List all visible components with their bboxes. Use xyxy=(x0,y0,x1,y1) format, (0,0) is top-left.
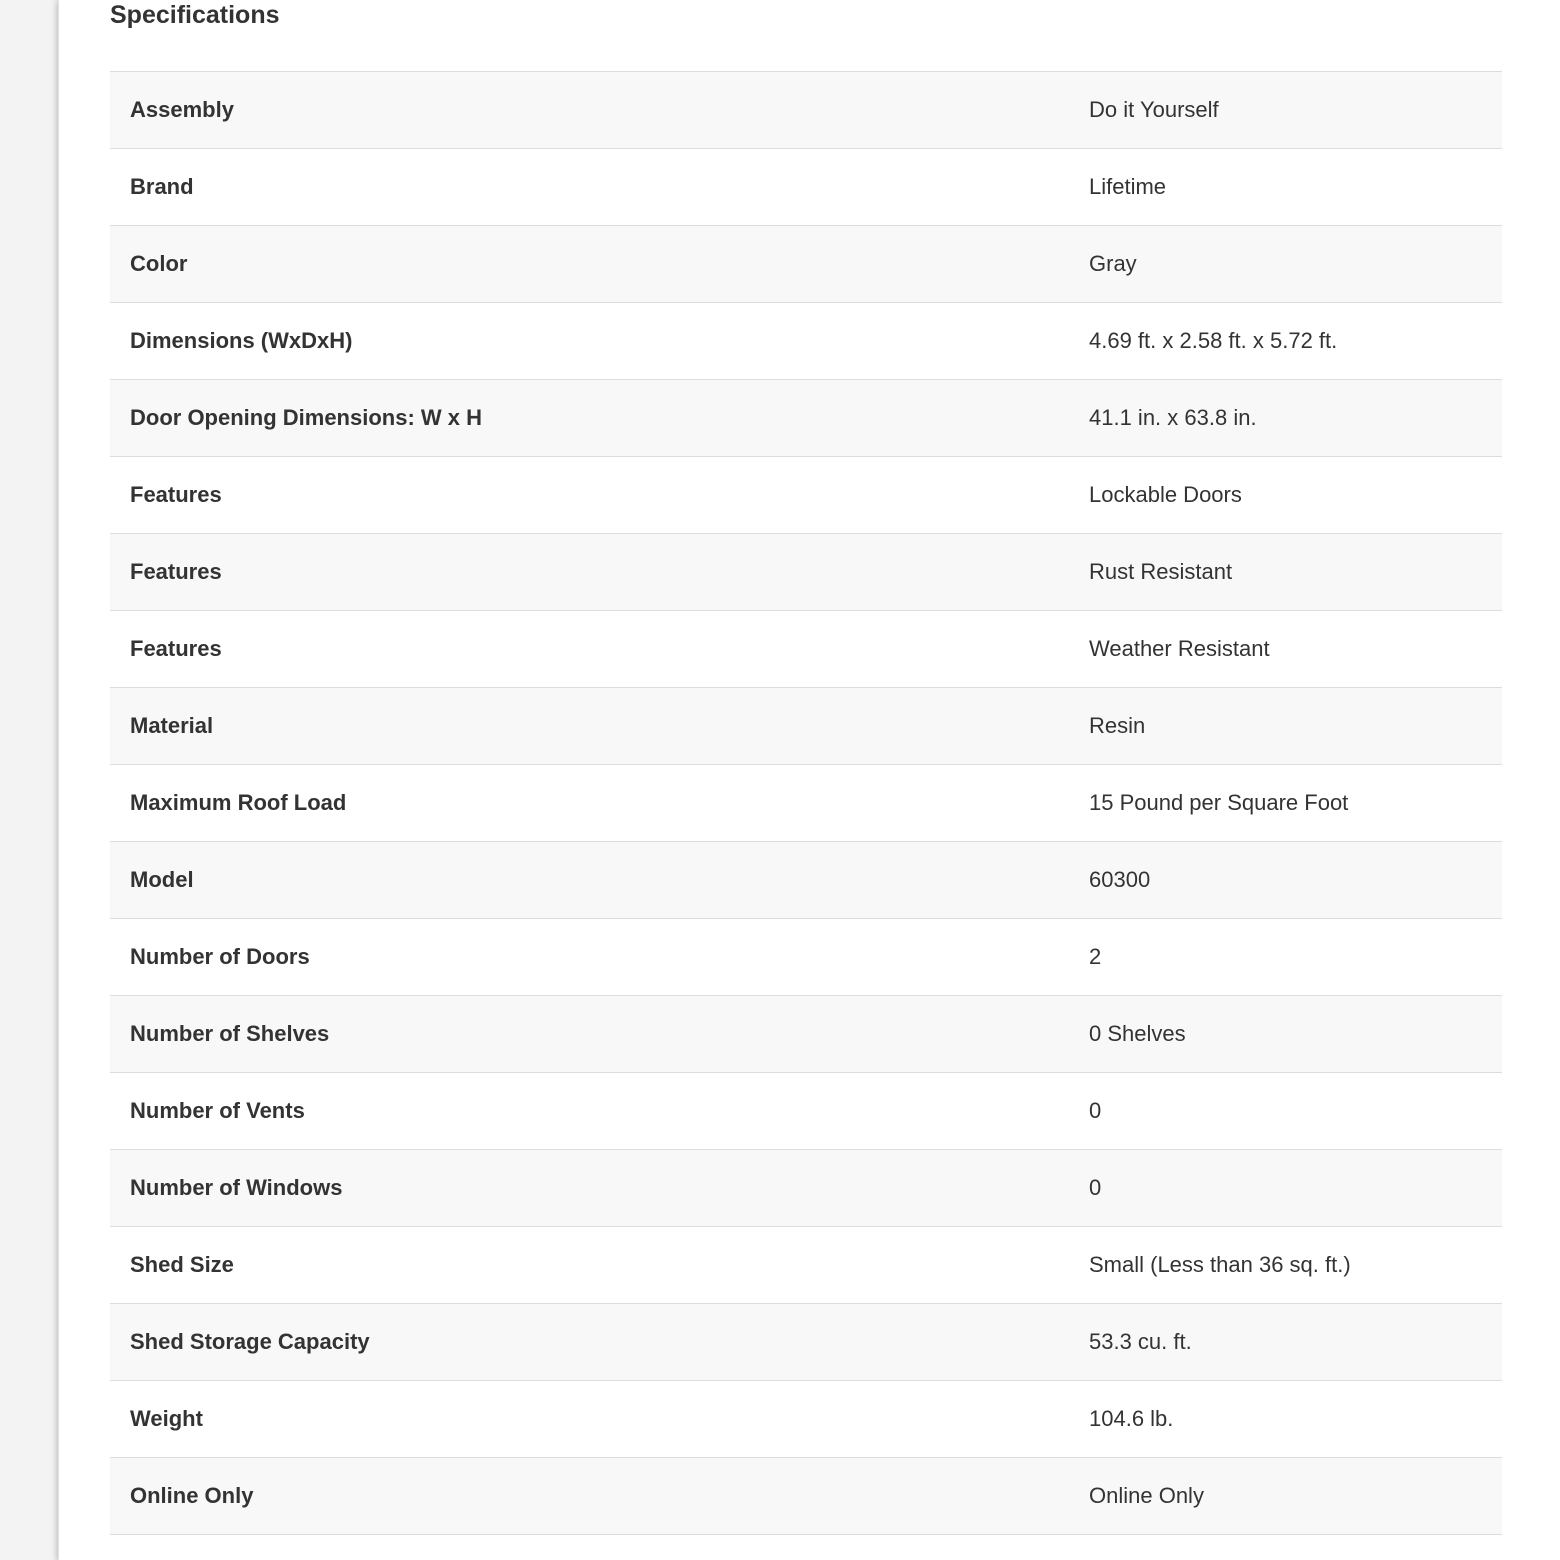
spec-name: Model xyxy=(130,867,194,892)
spec-row xyxy=(110,226,1502,303)
spec-name: Weight xyxy=(130,1406,203,1431)
spec-row xyxy=(110,380,1502,457)
spec-row xyxy=(110,611,1502,688)
spec-value: Small (Less than 36 sq. ft.) xyxy=(1089,1252,1351,1277)
spec-name: Number of Shelves xyxy=(130,1021,330,1046)
specifications-table xyxy=(110,71,1502,1535)
spec-name: Features xyxy=(130,482,222,507)
section-title: Specifications xyxy=(110,1,280,29)
spec-name: Number of Vents xyxy=(130,1098,305,1123)
spec-row xyxy=(110,303,1502,380)
spec-value: 41.1 in. x 63.8 in. xyxy=(1089,405,1257,430)
spec-row xyxy=(110,1304,1502,1381)
spec-row xyxy=(110,688,1502,765)
spec-name: Features xyxy=(130,636,222,661)
spec-value: Online Only xyxy=(1089,1483,1204,1508)
spec-value: 0 xyxy=(1089,1098,1102,1123)
spec-row xyxy=(110,1150,1502,1227)
spec-name: Online Only xyxy=(130,1483,254,1508)
spec-row xyxy=(110,457,1502,534)
spec-value: Rust Resistant xyxy=(1089,559,1233,584)
right-gutter xyxy=(1502,0,1560,1560)
spec-value: 15 Pound per Square Foot xyxy=(1089,790,1349,815)
spec-value: 104.6 lb. xyxy=(1089,1406,1174,1431)
spec-name: Maximum Roof Load xyxy=(130,790,347,815)
spec-name: Features xyxy=(130,559,222,584)
spec-row xyxy=(110,1227,1502,1304)
spec-value: 0 Shelves xyxy=(1089,1021,1186,1046)
spec-row xyxy=(110,1073,1502,1150)
spec-value: Weather Resistant xyxy=(1089,636,1270,661)
spec-name: Material xyxy=(130,713,214,738)
spec-row xyxy=(110,534,1502,611)
spec-name: Dimensions (WxDxH) xyxy=(130,328,353,353)
spec-row xyxy=(110,996,1502,1073)
spec-name: Door Opening Dimensions: W x H xyxy=(130,405,483,430)
spec-value: 0 xyxy=(1089,1175,1102,1200)
spec-value: Do it Yourself xyxy=(1089,97,1219,122)
spec-row xyxy=(110,1381,1502,1458)
spec-name: Assembly xyxy=(130,97,234,122)
spec-value: 60300 xyxy=(1089,867,1151,892)
spec-name: Brand xyxy=(130,174,194,199)
spec-name: Number of Windows xyxy=(130,1175,343,1200)
left-rail xyxy=(0,0,58,1560)
spec-row xyxy=(110,765,1502,842)
spec-value: 4.69 ft. x 2.58 ft. x 5.72 ft. xyxy=(1089,328,1338,353)
spec-row xyxy=(110,149,1502,226)
spec-name: Color xyxy=(130,251,188,276)
spec-value: Resin xyxy=(1089,713,1146,738)
spec-row xyxy=(110,842,1502,919)
spec-value: Gray xyxy=(1089,251,1137,276)
spec-value: 2 xyxy=(1089,944,1102,969)
spec-row xyxy=(110,1458,1502,1535)
spec-row xyxy=(110,919,1502,996)
spec-value: Lockable Doors xyxy=(1089,482,1242,507)
spec-value: 53.3 cu. ft. xyxy=(1089,1329,1192,1354)
spec-name: Number of Doors xyxy=(130,944,310,969)
spec-row xyxy=(110,72,1502,149)
spec-name: Shed Size xyxy=(130,1252,234,1277)
spec-name: Shed Storage Capacity xyxy=(130,1329,370,1354)
spec-value: Lifetime xyxy=(1089,174,1167,199)
